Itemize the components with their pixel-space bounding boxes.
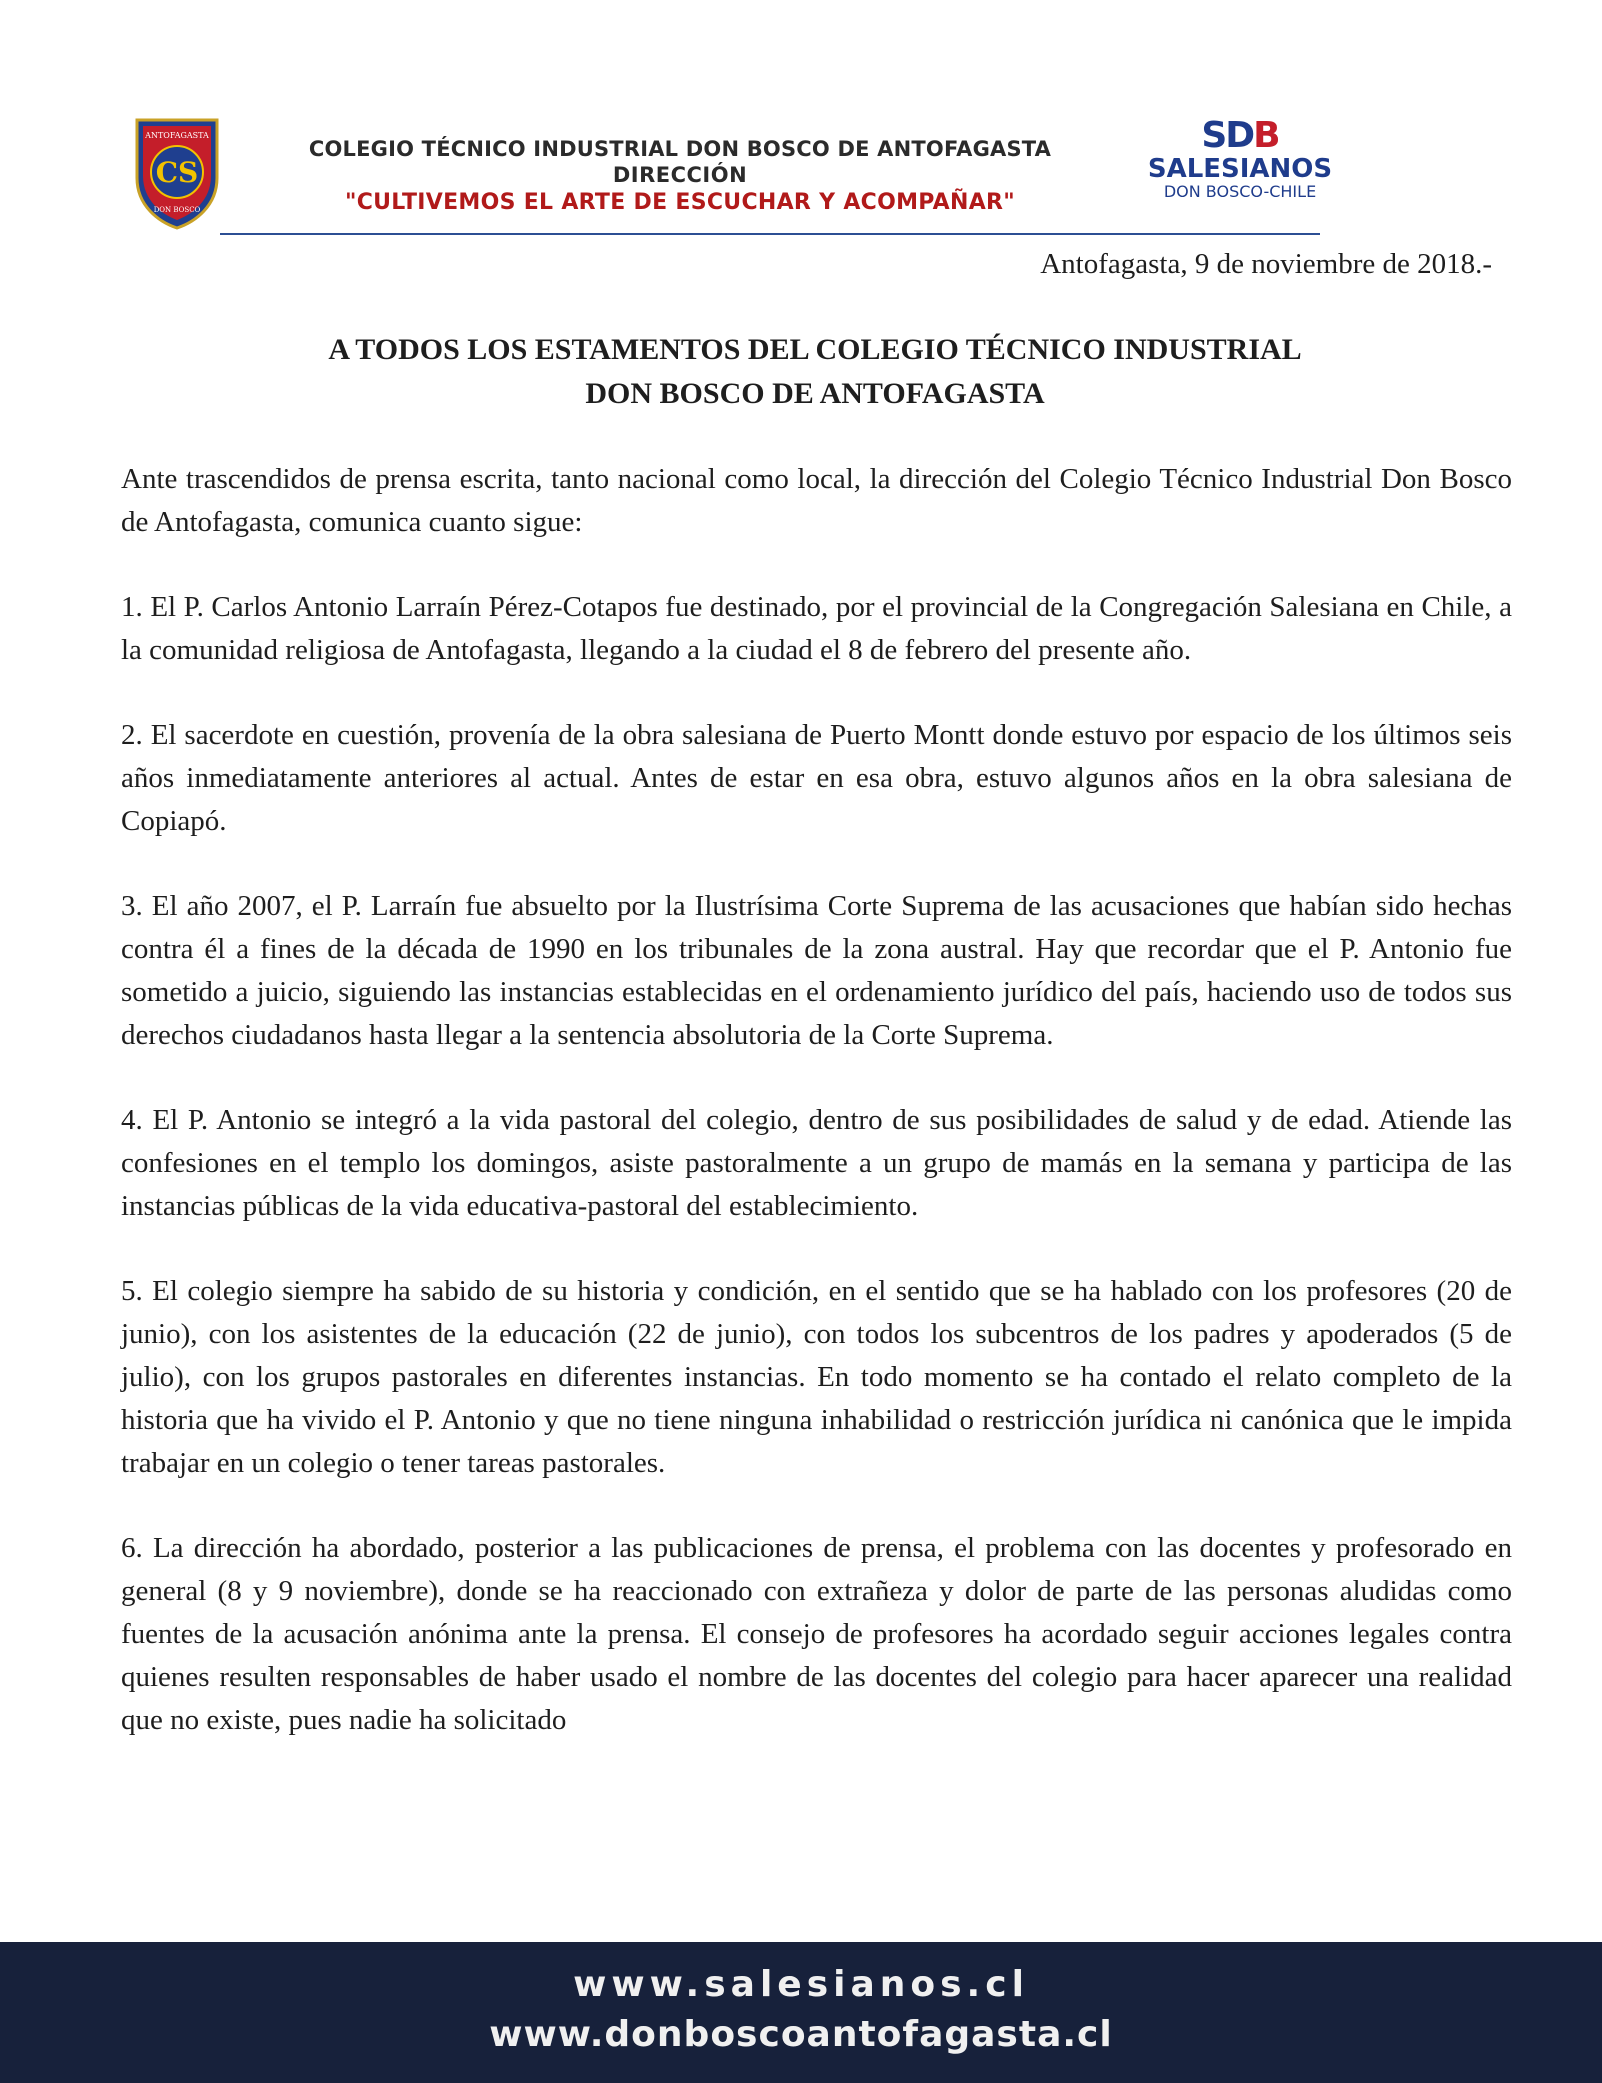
- header-divider: [220, 233, 1320, 235]
- letter-title: [120, 328, 1510, 416]
- letter-date: Antofagasta, 9 de noviembre de 2018.-: [1040, 248, 1492, 280]
- letterhead-text: [250, 136, 1110, 216]
- school-crest-icon: [133, 116, 221, 230]
- paragraph-5: 5. El colegio siempre ha sabido de su historia y condición, en el sentido que se ha hablado con los profesores (20 de junio), con los asistentes de la educación (22 de junio), con todos los subcentros de los padres y apoderados (5 de julio), con los grupos pastorales en diferentes instancias. En todo momento se ha contado el relato completo de la historia que ha vivido el P. Antonio y que no tiene ninguna inhabilidad o restricción jurídica ni canónica que le impida trabajar en un colegio o tener tareas pastorales.: [121, 1275, 1512, 1479]
- school-motto: "CULTIVEMOS EL ARTE DE ESCUCHAR Y ACOMPAÑAR": [344, 189, 1016, 215]
- logo-name: SALESIANOS: [1147, 154, 1333, 184]
- footer-banner: [0, 1942, 1602, 2083]
- paragraph-1: 1. El P. Carlos Antonio Larraín Pérez-Cotapos fue destinado, por el provincial de la Congregación Salesiana en Chile, a la comunidad religiosa de Antofagasta, llegando a la ciudad el 8 de febrero del presente año.: [121, 591, 1512, 666]
- letter-body: [121, 458, 1512, 1784]
- crest-top-text: ANTOFAGASTA: [145, 131, 209, 140]
- paragraph-3: 3. El año 2007, el P. Larraín fue absuelto por la Ilustrísima Corte Suprema de las acusaciones que habían sido hechas contra él a fines de la década de 1990 en los tribunales de la zona austral. Hay que recordar que el P. Antonio fue sometido a juicio, siguiendo las instancias establecidas en el ordenamiento jurídico del país, haciendo uso de todos sus derechos ciudadanos hasta llegar a la sentencia absolutoria de la Corte Suprema.: [121, 890, 1512, 1051]
- logo-subtitle: DON BOSCO-CHILE: [1163, 182, 1317, 202]
- footer-url-salesianos[interactable]: www.salesianos.cl: [573, 1964, 1029, 2005]
- paragraph-intro: Ante trascendidos de prensa escrita, tanto nacional como local, la dirección del Colegio Técnico Industrial Don Bosco de Antofagasta, comunica cuanto sigue:: [121, 463, 1512, 538]
- department-name: DIRECCIÓN: [612, 163, 748, 188]
- paragraph-6: 6. La dirección ha abordado, posterior a las publicaciones de prensa, el problema con las docentes y profesorado en general (8 y 9 noviembre), donde se ha reaccionado con extrañeza y dolor de parte de las personas aludidas como fuentes de la acusación anónima ante la prensa. El consejo de profesores ha acordado seguir acciones legales contra quienes resulten responsables de haber usado el nombre de las docentes del colegio para hacer aparecer una realidad que no existe, pues nadie ha solicitado: [121, 1532, 1512, 1736]
- salesianos-logo: [1140, 115, 1340, 202]
- title-line-1: A TODOS LOS ESTAMENTOS DEL COLEGIO TÉCNICO INDUSTRIAL: [328, 333, 1302, 366]
- title-line-2: DON BOSCO DE ANTOFAGASTA: [585, 377, 1045, 410]
- crest-monogram: CS: [155, 156, 199, 189]
- paragraph-4: 4. El P. Antonio se integró a la vida pastoral del colegio, dentro de sus posibilidades de salud y de edad. Atiende las confesiones en el templo los domingos, asiste pastoralmente a un grupo de mamás en la semana y participa de las instancias públicas de la vida educativa-pastoral del establecimiento.: [121, 1104, 1512, 1222]
- crest-bottom-text: DON BOSCO: [153, 206, 201, 214]
- paragraph-2: 2. El sacerdote en cuestión, provenía de la obra salesiana de Puerto Montt donde estuvo por espacio de los últimos seis años inmediatamente anteriores al actual. Antes de estar en esa obra, estuvo algunos años en la obra salesiana de Copiapó.: [121, 719, 1512, 837]
- footer-url-school[interactable]: www.donboscoantofagasta.cl: [489, 2014, 1113, 2055]
- school-name: COLEGIO TÉCNICO INDUSTRIAL DON BOSCO DE ANTOFAGASTA: [308, 137, 1052, 161]
- sdb-mark-icon: SDB: [1201, 115, 1279, 156]
